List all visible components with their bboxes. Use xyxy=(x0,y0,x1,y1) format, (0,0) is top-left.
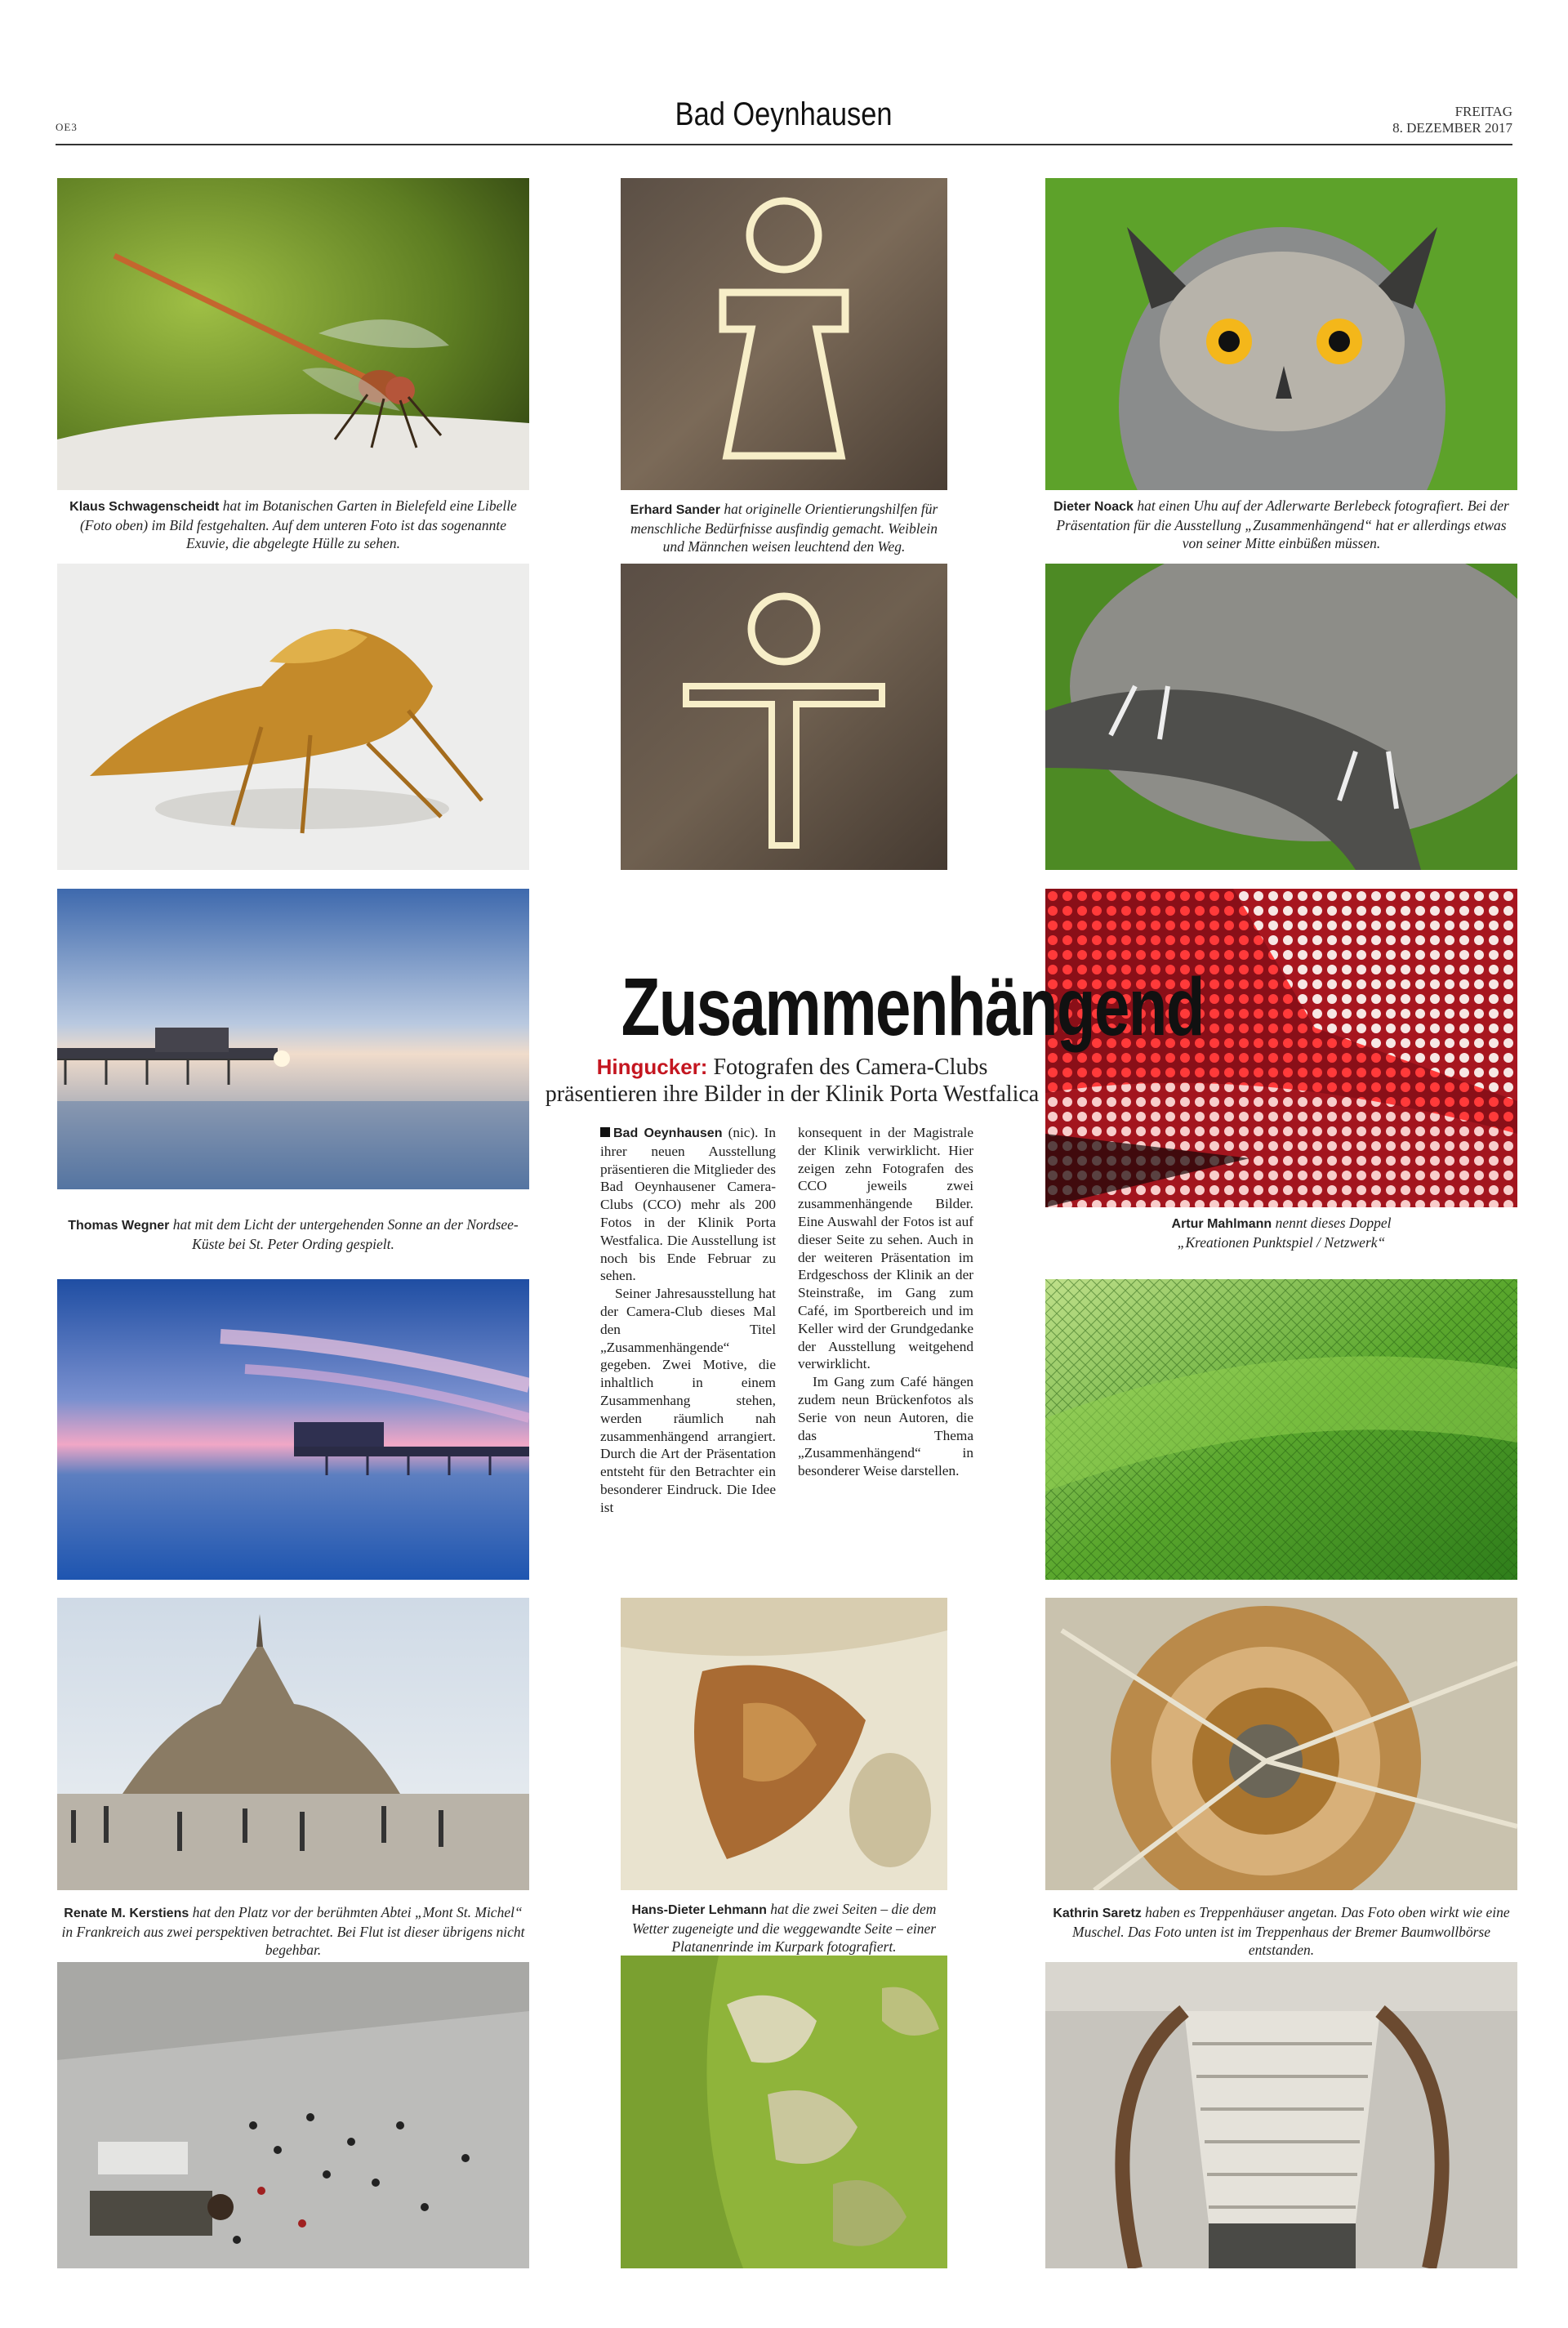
photographer-name: Dieter Noack xyxy=(1054,500,1134,514)
photographer-name: Hans-Dieter Lehmann xyxy=(631,1903,767,1917)
page-title xyxy=(0,96,1568,133)
article-subhead-text: Fotografen des Camera-Clubs präsentieren ihre Bilder in der Klinik Porta Westfalica xyxy=(545,1055,1040,1107)
photographer-name: Artur Mahlmann xyxy=(1171,1217,1272,1231)
article-subhead xyxy=(539,1054,1045,1108)
caption-text: hat die zwei Seiten – die dem Wetter zugeneigte und die weggewandte Seite – einer Platanenrinde im Kurpark fotografiert. xyxy=(631,1901,937,1955)
photographer-name: Kathrin Saretz xyxy=(1053,1907,1142,1920)
caption-wegner xyxy=(57,1215,529,1253)
caption-lehmann xyxy=(621,1900,947,1956)
caption-text: hat originelle Orientierungshilfen für menschliche Bedürfnisse ausfindig gemacht. Weiblein und Männchen weisen leuchtend den Weg. xyxy=(630,501,938,555)
photo-bark-bottom xyxy=(621,1956,947,2268)
caption-text: nennt dieses Doppel xyxy=(1275,1215,1392,1231)
photo-bark-top xyxy=(621,1598,947,1890)
photo-female-sign xyxy=(621,178,947,490)
article-paragraph xyxy=(600,1124,776,1285)
caption-text: hat den Platz vor der berühmten Abtei „Mont St. Michel“ in Frankreich aus zwei perspektiven betrachtet. Bei Flut ist dieser übrigens nicht begehbar. xyxy=(61,1904,525,1958)
caption-photo-title: „Kreationen Punktspiel / Netzwerk“ xyxy=(1177,1234,1386,1251)
photographer-name: Thomas Wegner xyxy=(68,1219,170,1233)
photo-mont-st-michel xyxy=(57,1598,529,1890)
header-rule xyxy=(56,144,1512,145)
page-title-text: Bad Oeynhausen xyxy=(675,96,893,132)
caption-noack xyxy=(1045,497,1517,552)
photo-exuvie xyxy=(57,564,529,870)
photo-staircase-shell xyxy=(1045,1598,1517,1890)
photo-square-crowd xyxy=(57,1962,529,2268)
photographer-name: Renate M. Kerstiens xyxy=(64,1907,189,1920)
article-headline xyxy=(539,961,1204,1053)
photo-dragonfly xyxy=(57,178,529,490)
article-paragraph: Seiner Jahresausstellung hat der Camera-Club dieses Mal den Titel „Zusammenhängende“ gegeben. Zwei Motive, die inhaltlich in einem Zusammenhang stehen, werden räumlich nah zusammenhängend arrangiert. Durch die Art der Präsentation entsteht für den Betrachter ein besonderer Eindruck. Die Idee ist xyxy=(600,1286,776,1515)
article-paragraph: konsequent in der Magistrale der Klinik verwirklicht. Hier zeigen zehn Fotografen des CCO jeweils zwei zusammenhängende Bilder. Eine Auswahl der Fotos ist auf dieser Seite zu sehen. Auch in der weiteren Präsentation im Erdgeschoss der Klinik an der Steinstraße, im Gang zum Café, im Sportbereich und im Keller wird der Grundgedanke der Ausstellung weitgehend verwirklicht. xyxy=(798,1125,973,1372)
photographer-name: Klaus Schwagenscheidt xyxy=(69,500,220,514)
caption-mahlmann xyxy=(1045,1214,1517,1251)
photo-staircase-bremen xyxy=(1045,1962,1517,2268)
caption-text: hat einen Uhu auf der Adlerwarte Berlebeck fotografiert. Bei der Präsentation für die Ausstellung „Zusammenhängend“ hat er allerdings etwas von seiner Mitte einbüßen müssen. xyxy=(1056,497,1509,551)
caption-text: hat im Botanischen Garten in Bielefeld eine Libelle (Foto oben) im Bild festgehalten. Auf dem unteren Foto ist das sogenannte Exuvie, die abgelegte Hülle zu sehen. xyxy=(79,497,517,551)
photo-owl-bottom xyxy=(1045,564,1517,870)
photographer-name: Erhard Sander xyxy=(630,503,720,517)
article-column-2 xyxy=(798,1124,973,1480)
caption-sander xyxy=(621,500,947,555)
issue-date xyxy=(1392,104,1512,136)
article-column-1 xyxy=(600,1124,776,1517)
photo-net xyxy=(1045,1279,1517,1580)
photo-male-sign xyxy=(621,564,947,870)
article-paragraph-text: (nic). In ihrer neuen Ausstellung präsentieren die Mitglieder des Bad Oeynhausener Camera-Clubs (CCO) mehr als 200 Fotos in der Klinik Porta Westfalica. Die Ausstellung ist noch bis Ende Februar zu sehen. xyxy=(600,1125,776,1284)
caption-saretz xyxy=(1045,1903,1517,1959)
photo-sunset-top xyxy=(57,889,529,1189)
issue-day: FREITAG xyxy=(1454,104,1512,119)
photo-sunset-bottom xyxy=(57,1279,529,1580)
article-paragraph: Im Gang zum Café hängen zudem neun Brückenfotos als Serie von neun Autoren, die das Thema „Zusammenhängend“ in besonderer Weise darstellen. xyxy=(798,1374,973,1479)
article-headline-text: Zusammenhängend xyxy=(621,961,1204,1053)
caption-text: hat mit dem Licht der untergehenden Sonne an der Nordsee-Küste bei St. Peter Ording gespielt. xyxy=(172,1216,519,1252)
caption-schwagenscheidt xyxy=(57,497,529,552)
article-location: Bad Oeynhausen xyxy=(613,1126,723,1140)
issue-date-text: 8. DEZEMBER 2017 xyxy=(1392,120,1512,136)
caption-kerstiens xyxy=(57,1903,529,1959)
bullet-square-icon xyxy=(600,1127,610,1137)
photo-owl-top xyxy=(1045,178,1517,490)
caption-text: haben es Treppenhäuser angetan. Das Foto oben wirkt wie eine Muschel. Das Foto unten ist im Treppenhaus der Bremer Baumwollbörse entstanden. xyxy=(1072,1904,1510,1958)
edition-code: OE3 xyxy=(56,121,78,133)
article-kicker: Hingucker: xyxy=(596,1055,708,1079)
